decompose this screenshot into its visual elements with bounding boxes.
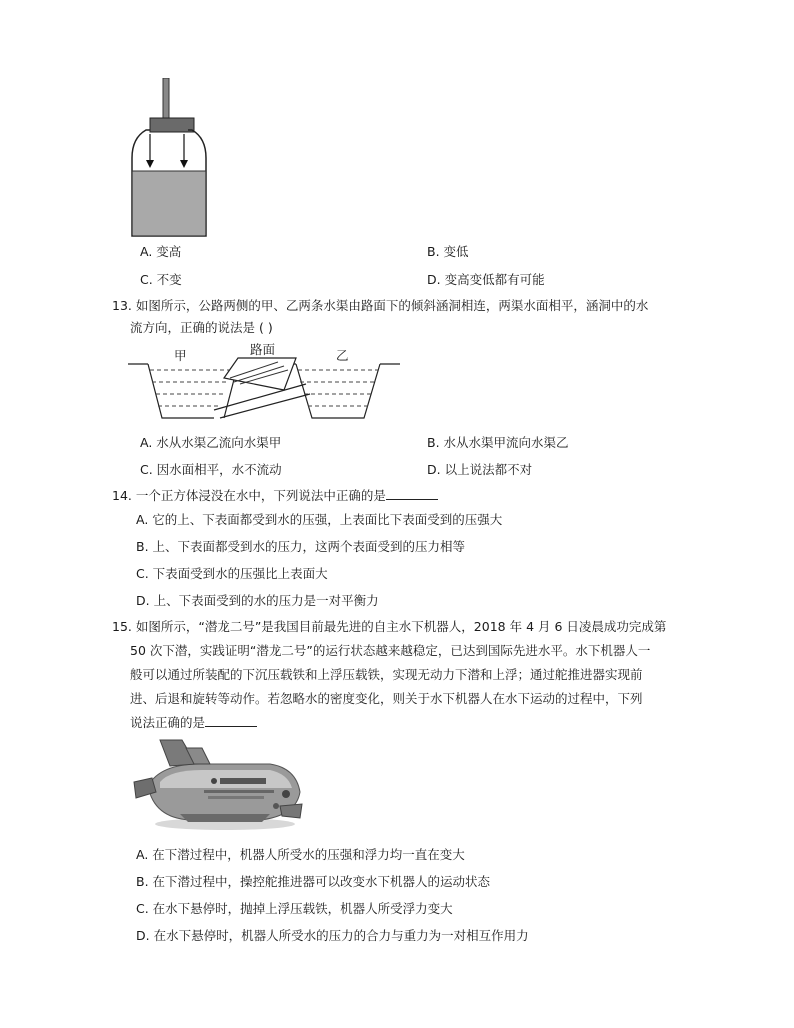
question-13-line-1: 13. 如图所示，公路两侧的甲、乙两条水渠由路面下的倾斜涵洞相连，两渠水面相平，涵洞中的水 (112, 298, 649, 313)
question-14-stem (112, 486, 438, 504)
option-c: C. 因水面相平，水不流动 (140, 462, 282, 477)
label-road: 路面 (250, 342, 276, 357)
option-a: A. 在下潜过程中，机器人所受水的压强和浮力均一直在变大 (136, 847, 465, 862)
question-15-line-5-text: 说法正确的是 (130, 715, 206, 730)
question-15-line-4: 进、后退和旋转等动作。若忽略水的密度变化，则关于水下机器人在水下运动的过程中，下列 (130, 691, 643, 706)
question-15-line-5 (130, 713, 257, 731)
question-13-line-2: 流方向，正确的说法是 ( ) (130, 320, 273, 335)
option-d: D. 变高变低都有可能 (427, 272, 545, 287)
option-a: A. 它的上、下表面都受到水的压强，上表面比下表面受到的压强大 (136, 512, 503, 527)
option-b: B. 变低 (427, 244, 469, 259)
option-c: C. 下表面受到水的压强比上表面大 (136, 566, 328, 581)
question-15-line-1: 15. 如图所示，“潜龙二号”是我国目前最先进的自主水下机器人，2018 年 4 月 6 日凌晨成功完成第 (112, 619, 667, 634)
question-15-line-3: 般可以通过所装配的下沉压载铁和上浮压载铁，实现无动力下潜和上浮；通过舵推进器实现前 (130, 667, 643, 682)
label-yi: 乙 (336, 348, 349, 363)
option-d: D. 上、下表面受到的水的压力是一对平衡力 (136, 593, 379, 608)
jar-figure (126, 78, 212, 240)
option-b: B. 水从水渠甲流向水渠乙 (427, 435, 569, 450)
option-c: C. 在水下悬停时，抛掉上浮压载铁，机器人所受浮力变大 (136, 901, 453, 916)
option-b: B. 在下潜过程中，操控舵推进器可以改变水下机器人的运动状态 (136, 874, 491, 889)
option-d: D. 以上说法都不对 (427, 462, 533, 477)
question-14-text: 14. 一个正方体浸没在水中，下列说法中正确的是 (112, 488, 386, 503)
answer-blank (205, 714, 257, 727)
option-c: C. 不变 (140, 272, 182, 287)
option-a: A. 水从水渠乙流向水渠甲 (140, 435, 282, 450)
option-a: A. 变高 (140, 244, 182, 259)
underwater-robot-photo (130, 734, 304, 834)
option-b: B. 上、下表面都受到水的压力，这两个表面受到的压力相等 (136, 539, 466, 554)
question-15-line-2: 50 次下潜，实践证明“潜龙二号”的运行状态越来越稳定，已达到国际先进水平。水下机器人一 (130, 643, 651, 658)
option-d: D. 在水下悬停时，机器人所受水的压力的合力与重力为一对相互作用力 (136, 928, 529, 943)
answer-blank (386, 487, 438, 500)
label-jia: 甲 (174, 348, 187, 363)
